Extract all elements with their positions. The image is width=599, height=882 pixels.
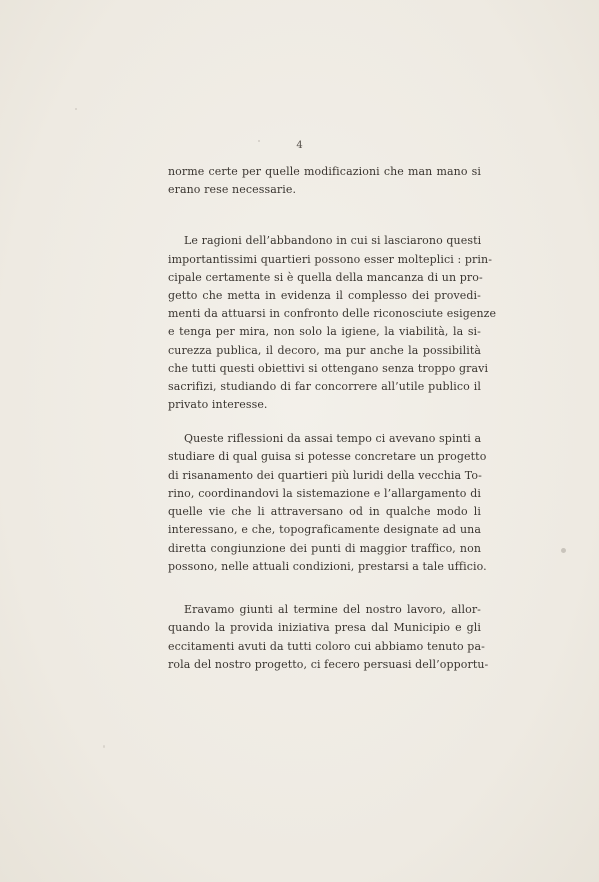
text-line: interessano, e che, topograficamente designate ad una — [168, 523, 481, 536]
text-line: quando la provida iniziativa presa dal Municipio e gli — [168, 621, 481, 634]
page-number: 4 — [296, 140, 303, 151]
text-line: norme certe per quelle modificazioni che man mano si — [168, 165, 481, 178]
text-line: studiare di qual guisa si potesse concretare un progetto — [168, 450, 487, 463]
text-line: cipale certamente si è quella della mancanza di un pro- — [168, 271, 483, 284]
text-line: e tenga per mira, non solo la igiene, la viabilità, la si- — [168, 325, 481, 338]
text-line: curezza publica, il decoro, ma pur anche la possibilità — [168, 344, 481, 357]
text-line: possono, nelle attuali condizioni, prestarsi a tale ufficio. — [168, 560, 487, 573]
text-line: Eravamo giunti al termine del nostro lavoro, allor- — [184, 603, 481, 616]
text-line: getto che metta in evidenza il complesso dei provedi- — [168, 289, 481, 302]
text-line: eccitamenti avuti da tutti coloro cui abbiamo tenuto pa- — [168, 640, 485, 653]
text-line: che tutti questi obiettivi si ottengano senza troppo gravi — [168, 362, 489, 375]
text-line: di risanamento dei quartieri più luridi della vecchia To- — [168, 469, 482, 482]
text-line: Queste riflessioni da assai tempo ci avevano spinti a — [184, 432, 482, 445]
text-line: rola del nostro progetto, ci fecero persuasi dell’opportu- — [168, 658, 489, 671]
text-line: diretta congiunzione dei punti di maggior traffico, non — [168, 542, 481, 555]
text-line: sacrifizi, studiando di far concorrere all’utile publico il — [168, 380, 481, 393]
paper-speck — [258, 140, 260, 142]
text-line: menti da attuarsi in confronto delle riconosciute esigenze — [168, 307, 497, 320]
text-line: rino, coordinandovi la sistemazione e l’allargamento di — [168, 487, 481, 500]
text-line: Le ragioni dell’abbandono in cui si lasciarono questi — [184, 234, 482, 247]
paper-speck — [103, 745, 105, 748]
text-line: erano rese necessarie. — [168, 183, 297, 196]
text-line: quelle vie che li attraversano od in qualche modo li — [168, 505, 481, 518]
text-line: privato interesse. — [168, 398, 268, 411]
text-line: importantissimi quartieri possono esser molteplici : prin- — [168, 253, 493, 266]
paper-speck — [75, 108, 77, 110]
paper-speck — [561, 548, 566, 553]
